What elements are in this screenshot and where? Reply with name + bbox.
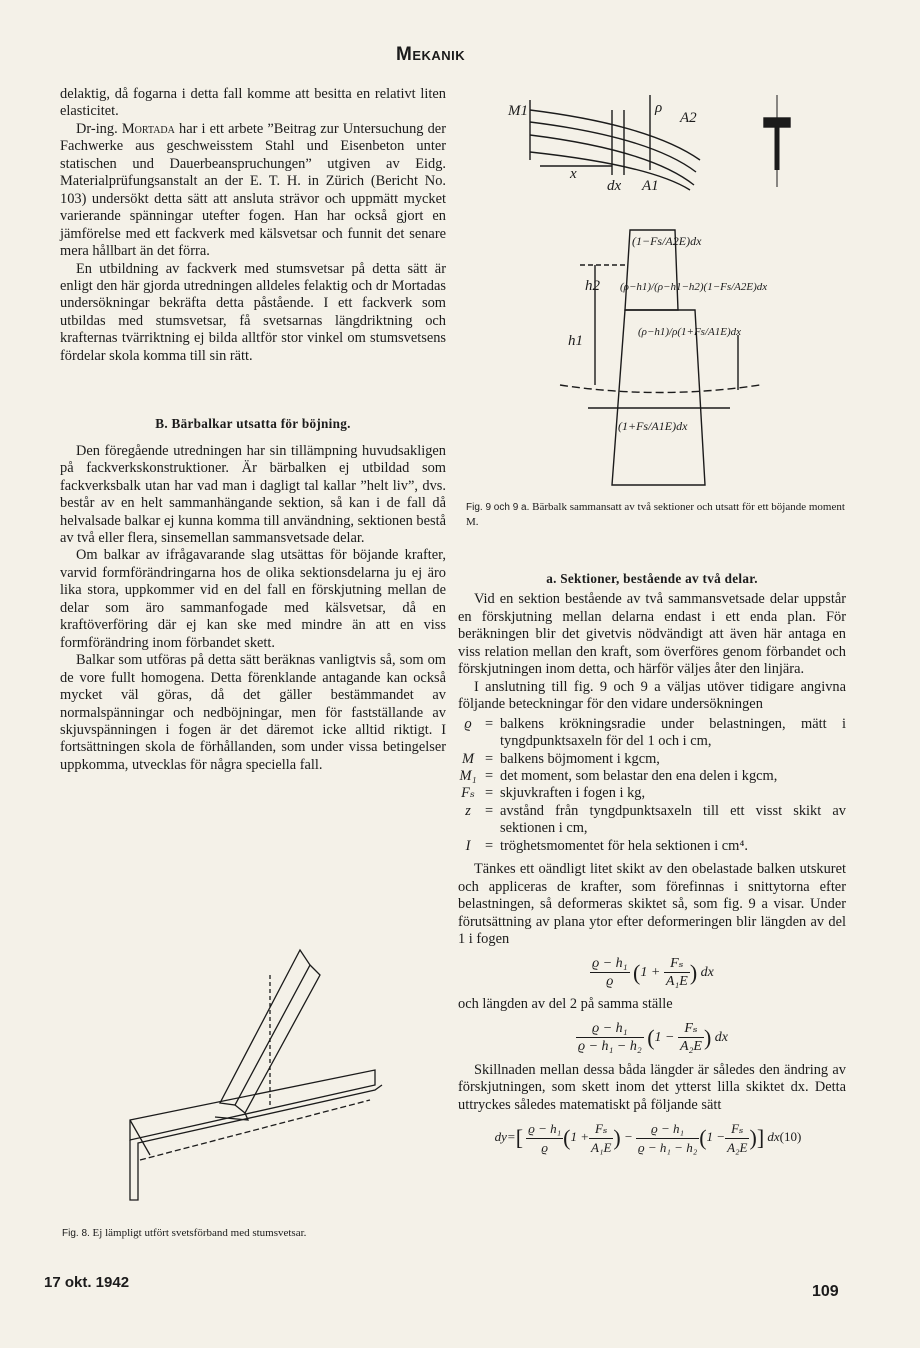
page-number: 109 <box>812 1283 839 1300</box>
definition-row: M = balkens böjmoment i kgcm, <box>462 750 660 767</box>
fig9-label-a2: A2 <box>680 110 697 126</box>
fig9-label-a1: A1 <box>642 178 659 194</box>
fig9-bot-expr: (1+Fs/A1E)dx <box>618 419 688 433</box>
fig9-label-rho: ρ <box>655 100 663 116</box>
definition-row: z = avstånd från tyngdpunktsaxeln till ett visst skikt av sektionen i cm, <box>465 802 846 837</box>
fig9-label-x: x <box>570 166 577 182</box>
page-header: Mekanik <box>396 44 466 65</box>
fig9-label-h2: h2 <box>585 278 600 294</box>
figure-9 <box>500 90 850 490</box>
formula-1: $\frac{\text{ϱ − h₁}}{ϱ}$ (1 + $\frac{\text{Fₛ}}{\text{A₁E}}$ ) dx <box>592 955 714 989</box>
paragraph: delaktig, då fogarna i detta fall komme att besitta en relativt liten elasticitet. <box>60 86 446 120</box>
definitions-list <box>458 716 846 856</box>
paragraph: Balkar som utföras på detta sätt beräknas vanligtvis så, som om de vore fullt homogena. Detta förenklande antagande kan också mycket väl göras, då det gäller bestämmandet av normalspänningar och nedböjningar, men för fastställande av skjuvspänningen i fogen är det däremot icke alltid riktigt. I fortsättningen skola de förhållanden, som under vissa betingelser uppkomma, utvecklas för några speciella fall. <box>60 652 446 773</box>
section-heading: B. Bärbalkar utsatta för böjning. <box>155 416 351 432</box>
fig9-top-expr: (1−Fs/A2E)dx <box>632 234 702 248</box>
figure-8 <box>120 945 390 1205</box>
paragraph: Skillnaden mellan dessa båda längder är således den ändring av förskjutningen, som skett inom det ytterst lilla skiktet dx. Detta uttryckes således matematiskt på följande sätt <box>458 1061 846 1113</box>
fig9-mid-expr2: (ρ−h1)/ρ(1+Fs/A1E)dx <box>638 326 741 338</box>
paragraph: Tänkes ett oändligt litet skikt av den obelastade balken utskuret och appliceras de krafter, som förefinnas i snittytorna efter belastningen, så deformeras skiktet så, som fig. 9 a visar. Under förutsättning av plana ytor efter deformeringen blir längden av del 1 i fogen <box>458 861 846 948</box>
right-column <box>458 570 846 1162</box>
author-name: Mortada <box>121 120 175 137</box>
figure-8-caption: Fig. 8. Ej lämpligt utfört svetsförband med stumsvetsar. <box>62 1227 307 1239</box>
issue-date: 17 okt. 1942 <box>44 1274 130 1291</box>
formula-10: dy=[ $\frac{\text{ϱ − h₁}}{ϱ}$ (1 + $\frac{\text{Fₛ}}{\text{A₁E}}$ ) − $\frac{\text{ϱ − h₁}}{\text{ϱ − h₁ − h₂}}$ (1 − $\frac{\text{Fₛ}}{\text{A₂E}}$ )] dx(10) <box>494 1121 802 1155</box>
definition-row: I = tröghetsmomentet för hela sektionen i cm⁴. <box>465 837 748 854</box>
paragraph: Vid en sektion bestående av två sammansvetsade delar uppstår en förskjutning mellan delarna endast i ett enda plan. För beräkningen blir det givetvis nödvändigt att även här antaga en viss relation mellan den kraft, som överföres genom förbandet och förskjutningen inom detta, och härför väljes åter den linjära. <box>458 591 846 678</box>
fig9-label-h1: h1 <box>568 333 583 349</box>
paragraph: I anslutning till fig. 9 och 9 a väljas utöver tidigare angivna följande beteckningar för den vidare undersökningen <box>458 678 846 713</box>
definition-row: Fₛ = skjuvkraften i fogen i kg, <box>461 785 646 802</box>
fig9-label-dx: dx <box>607 178 622 194</box>
definition-row: M₁ = det moment, som belastar den ena delen i kgcm, <box>459 767 778 784</box>
figure-9-caption: Fig. 9 och 9 a. Bärbalk sammansatt av två sektioner och utsatt för ett böjande moment M. <box>466 501 845 528</box>
definition-row: ϱ = balkens krökningsradie under belastningen, mätt i tyngdpunktsaxeln för del 1 och i cm, <box>464 715 846 750</box>
fig9-label-m1: M1 <box>508 103 528 119</box>
mortada-paragraph: Dr-ing. Mortada har i ett arbete ”Beitrag zur Untersuchung der Fachwerke aus geschweisstem Stahl und Eisenbeton unter statischen und Dauerbeanspruchungen” utgiven av Eidg. Materialprüfungsanstalt an der E. T. H. in Zürich (Bericht No. 103) undersökt detta sätt att ansluta strävor och uppmätt mycket varierande spänningar utefter fogen. Han har också gjort en jämförelse med ett fackverk med kälsvetsar och funnit det senare mera hållbart än det förra. <box>60 120 446 260</box>
left-column <box>60 86 446 774</box>
equation-number: (10) <box>779 1129 802 1145</box>
paragraph: och längden av del 2 på samma ställe <box>458 996 673 1013</box>
subsection-heading: a. Sektioner, bestående av två delar. <box>546 571 758 586</box>
paragraph: En utbildning av fackverk med stumsvetsar på detta sätt är enligt den här gjorda utredningen alldeles felaktig och dr Mortadas undersökningar bekräfta detta påstående. I ett fackverk som utbildas med stumsvetsar, få svetsarnas längdriktning och krafternas tvärriktning ej bilda alltför stor vinkel om stumsvetsens fördelar skola komma till sin rätt. <box>60 260 446 364</box>
paragraph: Den föregående utredningen har sin tillämpning huvudsakligen på fackverkskonstruktioner. Är bärbalken ej utbildad som fackverksbalk utan har vad man i dagligt tal kallar ”helt liv”, dvs. består av en helt sammanhängande sektion, så kan i de fall då helvalsade balkar ej kunna komma till användning, sektionen bestå av två eller flera, sinsemellan sammansvetsade delar. <box>60 442 446 546</box>
fig9-mid-expr1: (ρ−h1)/(ρ−h1−h2)(1−Fs/A2E)dx <box>620 281 768 293</box>
formula-2: $\frac{\text{ϱ − h₁}}{\text{ϱ − h₁ − h₂}}$ (1 − $\frac{\text{Fₛ}}{\text{A₂E}}$ ) dx <box>577 1020 729 1055</box>
paragraph: Om balkar av ifrågavarande slag utsättas för böjande krafter, varvid formförändringarna hos de olika sektionsdelarna ju ej äro lika stora, uppkommer vid en del fall en förskjutning mellan de delar som äro sammanfogade med kälsvetsar, då en kraftöverföring där ej kan ske med mindre än att en viss formförändring inom förbandet skett. <box>60 547 446 651</box>
